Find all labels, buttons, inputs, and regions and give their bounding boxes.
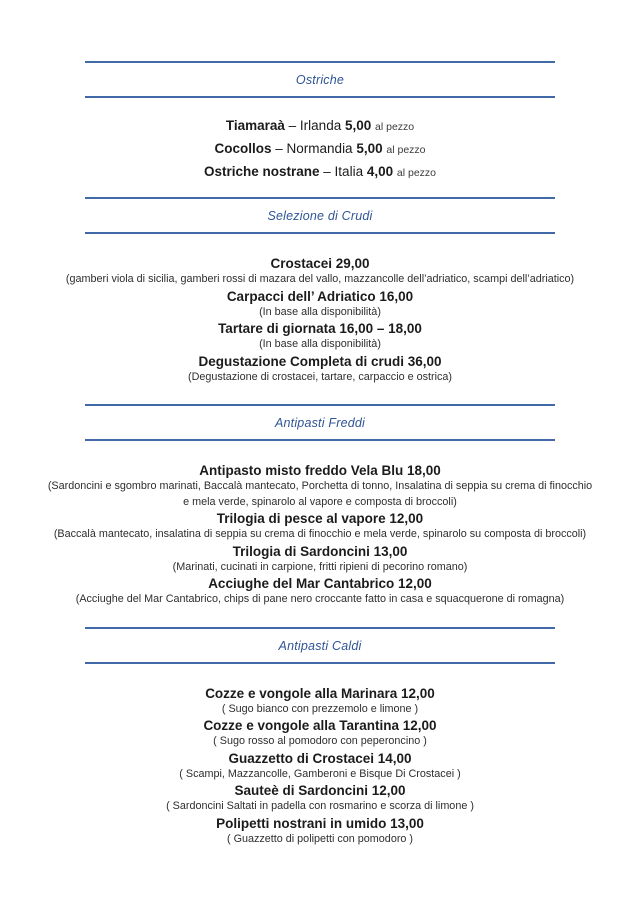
item-name: Polipetti nostrani in umido <box>216 815 387 831</box>
item-unit: al pezzo <box>375 121 415 133</box>
item-description: ( Sardoncini Saltati in padella con rosmarino e scorza di limone ) <box>166 800 474 812</box>
item-name: Cozze e vongole alla Marinara <box>205 685 398 701</box>
item-line <box>45 782 595 799</box>
menu-item <box>45 138 595 161</box>
item-description: (Marinati, cucinati in carpione, fritti ripieni di pecorino romano) <box>172 560 468 573</box>
item-price: 13,00 <box>390 815 424 831</box>
item-price: 14,00 <box>377 750 412 766</box>
section-header <box>85 627 555 664</box>
menu-item <box>45 575 595 608</box>
menu-item <box>45 353 595 386</box>
section-header <box>85 404 555 441</box>
item-price: 16,00 – 18,00 <box>339 321 422 336</box>
item-description: ( Sugo rosso al pomodoro con peperoncino ) <box>213 735 427 747</box>
item-price: 12,00 <box>401 685 435 701</box>
item-line <box>45 255 595 272</box>
menu-item <box>45 288 595 321</box>
item-price: 12,00 <box>398 576 432 591</box>
menu-item <box>45 161 595 184</box>
section-items <box>45 98 595 197</box>
item-origin: – Normandia <box>275 141 353 156</box>
item-name: Trilogia di Sardoncini <box>232 543 370 559</box>
item-name: Acciughe del Mar Cantabrico <box>208 576 395 591</box>
item-line <box>45 815 595 832</box>
section-title: Ostriche <box>295 73 345 87</box>
section-items <box>45 234 595 404</box>
item-line <box>45 717 595 734</box>
item-name: Antipasto misto freddo Vela Blu <box>199 463 404 478</box>
menu-item <box>45 685 595 718</box>
section-title: Selezione di Crudi <box>267 209 373 223</box>
item-price: 36,00 <box>407 353 442 369</box>
item-price: 5,00 <box>356 141 383 156</box>
menu-section <box>45 197 595 404</box>
item-price: 12,00 <box>402 718 437 733</box>
item-name: Cocollos <box>214 141 272 156</box>
item-line <box>45 750 595 767</box>
item-price: 18,00 <box>407 463 441 478</box>
menu-item <box>45 782 595 815</box>
section-header <box>85 197 555 234</box>
item-line <box>45 510 595 527</box>
item-name: Sauteè di Sardoncini <box>234 783 368 798</box>
menu-section <box>45 404 595 627</box>
item-origin: – Italia <box>323 164 364 179</box>
item-price: 29,00 <box>335 256 370 271</box>
item-line <box>45 320 595 337</box>
menu-item <box>45 255 595 288</box>
menu-item <box>45 320 595 353</box>
menu-item <box>45 815 595 848</box>
item-name: Ostriche nostrane <box>203 164 320 179</box>
menu-item <box>45 543 595 576</box>
item-line <box>45 543 595 560</box>
menu-item <box>45 115 595 138</box>
item-description: (gamberi viola di sicilia, gamberi rossi di mazara del vallo, mazzancolle dell’adriatico, scampi dell’adriatico) <box>65 273 575 285</box>
menu-section <box>45 627 595 867</box>
item-price: 12,00 <box>389 511 424 526</box>
item-price: 4,00 <box>366 164 394 179</box>
item-line <box>45 161 595 184</box>
item-line <box>45 685 595 702</box>
section-title: Antipasti Freddi <box>274 416 366 430</box>
item-line <box>45 575 595 592</box>
menu-item <box>45 717 595 750</box>
item-description: (Baccalà mantecato, insalatina di seppia su crema di finocchio e mela verde, spinarolo su composta di broccoli) <box>53 528 587 540</box>
item-price: 5,00 <box>344 118 372 133</box>
item-line <box>45 115 595 138</box>
item-description: ( Guazzetto di polipetti con pomodoro ) <box>226 832 414 845</box>
section-items <box>45 664 595 867</box>
item-name: Tiamaraà <box>225 118 285 133</box>
item-line <box>45 288 595 305</box>
item-name: Degustazione Completa di crudi <box>198 353 404 369</box>
item-origin: – Irlanda <box>288 118 342 133</box>
item-description: (In base alla disponibilità) <box>259 338 381 350</box>
section-header <box>85 61 555 98</box>
item-name: Trilogia di pesce al vapore <box>216 511 386 526</box>
item-description: (In base alla disponibilità) <box>259 305 381 318</box>
item-description: (Sardoncini e sgombro marinati, Baccalà mantecato, Porchetta di tonno, Insalatina di seppia su crema di finocchio e mela verde, spinarolo al vapore e composta di broccoli) <box>47 480 593 508</box>
menu-item <box>45 510 595 543</box>
item-description: (Degustazione di crostacei, tartare, carpaccio e ostrica) <box>187 370 453 383</box>
item-line <box>45 138 595 161</box>
section-title: Antipasti Caldi <box>278 638 362 653</box>
item-price: 12,00 <box>371 783 406 798</box>
item-line <box>45 462 595 479</box>
item-line <box>45 353 595 370</box>
menu-item <box>45 462 595 510</box>
item-description: (Acciughe del Mar Cantabrico, chips di pane nero croccante fatto in casa e squacquerone di romagna) <box>75 593 565 605</box>
item-unit: al pezzo <box>386 144 426 156</box>
item-price: 13,00 <box>373 543 408 559</box>
item-name: Crostacei <box>270 256 332 271</box>
item-name: Carpacci dell’ Adriatico <box>226 288 376 304</box>
item-unit: al pezzo <box>396 167 436 179</box>
item-description: ( Sugo bianco con prezzemolo e limone ) <box>221 702 419 715</box>
item-description: ( Scampi, Mazzancolle, Gamberoni e Bisque Di Crostacei ) <box>179 767 461 780</box>
section-items <box>45 441 595 627</box>
item-name: Cozze e vongole alla Tarantina <box>203 718 399 733</box>
menu-item <box>45 750 595 783</box>
item-price: 16,00 <box>379 288 414 304</box>
item-name: Guazzetto di Crostacei <box>228 750 374 766</box>
item-name: Tartare di giornata <box>218 321 336 336</box>
menu-section <box>45 61 595 197</box>
